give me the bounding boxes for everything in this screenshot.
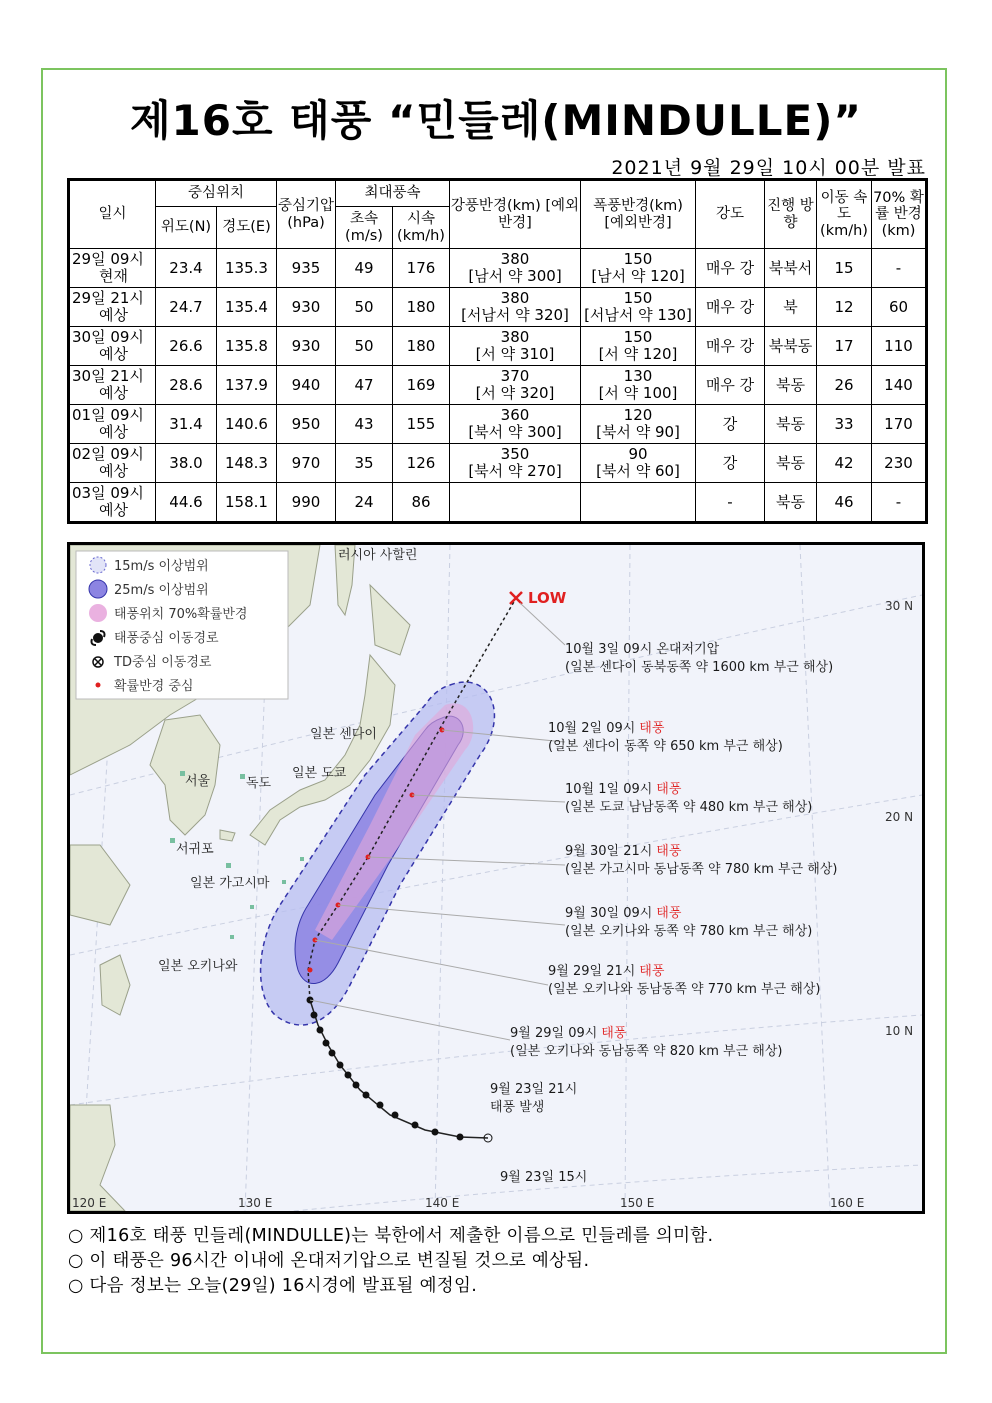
annotation-time-text: 10월 3일 09시 온대저기압 bbox=[565, 642, 720, 657]
cell-strong-radius-line1: 360 bbox=[500, 406, 530, 425]
lon-label-160: 160 E bbox=[830, 1196, 865, 1210]
cell-datetime-line1: 30일 21시 bbox=[72, 367, 144, 386]
cell-pressure bbox=[277, 483, 336, 523]
cell-storm-radius-line1: 150 bbox=[623, 289, 653, 308]
legend-label-25ms: 25m/s 이상범위 bbox=[114, 583, 209, 598]
cell-wind-ms-value: 47 bbox=[354, 375, 374, 394]
genesis-line1: 9월 23일 21시 bbox=[490, 1082, 578, 1097]
header-speed: 이동 속도 (km/h) bbox=[817, 180, 872, 249]
cell-wind-kmh bbox=[393, 249, 450, 288]
cell-storm-radius bbox=[581, 288, 696, 327]
typhoon-symbol-icon bbox=[392, 1112, 399, 1119]
cell-direction-value: 북동 bbox=[776, 453, 805, 472]
cell-storm-radius-line2: [북서 약 60] bbox=[596, 462, 680, 480]
cell-datetime bbox=[69, 483, 156, 523]
lon-label-140: 140 E bbox=[425, 1196, 460, 1210]
annotation-time bbox=[510, 1025, 627, 1041]
start-label: 9월 23일 15시 bbox=[500, 1170, 588, 1185]
typhoon-info-table bbox=[67, 178, 928, 524]
cell-storm-radius-line1: 150 bbox=[623, 250, 653, 269]
annotation-status: 태풍 bbox=[639, 964, 665, 979]
place-seogwipo: 서귀포 bbox=[176, 842, 214, 857]
cell-speed-value: 26 bbox=[834, 375, 854, 394]
annotation-desc: (일본 센다이 동북동쪽 약 1600 km 부근 해상) bbox=[565, 660, 834, 675]
cell-lat bbox=[156, 483, 217, 523]
annotation-desc: (일본 도쿄 남남동쪽 약 480 km 부근 해상) bbox=[565, 800, 813, 815]
cell-datetime-line1: 03일 09시 bbox=[72, 484, 144, 503]
lon-label-150: 150 E bbox=[620, 1196, 655, 1210]
cell-strong-radius-line2: [서 약 310] bbox=[475, 345, 555, 363]
cell-lon bbox=[217, 405, 277, 444]
cell-strong-radius-line2: [북서 약 300] bbox=[468, 423, 562, 441]
low-label: LOW bbox=[528, 589, 567, 607]
page-title: 제16호 태풍 “민들레(MINDULLE)” bbox=[129, 96, 863, 145]
cell-speed-value: 42 bbox=[834, 453, 854, 472]
cell-wind-kmh bbox=[393, 327, 450, 366]
cell-wind-kmh bbox=[393, 444, 450, 483]
cell-pressure-value: 930 bbox=[291, 336, 321, 355]
cell-storm-radius-line2: [남서 약 120] bbox=[591, 267, 685, 285]
cell-wind-ms-value: 50 bbox=[354, 297, 374, 316]
cell-speed bbox=[817, 366, 872, 405]
cell-wind-ms bbox=[336, 288, 393, 327]
typhoon-symbol-icon bbox=[311, 1012, 318, 1019]
table-row bbox=[69, 444, 927, 483]
cell-wind-kmh-value: 86 bbox=[411, 492, 431, 511]
typhoon-symbol-icon bbox=[317, 1027, 324, 1034]
cell-datetime-line1: 29일 21시 bbox=[72, 289, 144, 308]
cell-prob-radius-value: 170 bbox=[884, 414, 913, 433]
cell-pressure-value: 970 bbox=[291, 453, 321, 472]
cell-wind-ms bbox=[336, 327, 393, 366]
annotation-status: 태풍 bbox=[601, 1026, 627, 1041]
typhoon-track-map bbox=[67, 542, 925, 1214]
cell-datetime-line2: 현재 bbox=[99, 267, 128, 285]
cell-intensity-value: 매우 강 bbox=[705, 297, 755, 316]
cell-wind-kmh bbox=[393, 366, 450, 405]
typhoon-symbol-icon bbox=[323, 1040, 330, 1047]
legend-25ms-icon bbox=[89, 580, 107, 598]
cell-strong-radius bbox=[450, 327, 581, 366]
cell-datetime-line2: 예상 bbox=[99, 306, 128, 324]
annotation-status: 태풍 bbox=[656, 782, 682, 797]
cell-storm-radius bbox=[581, 405, 696, 444]
place-tokyo: 일본 도쿄 bbox=[292, 766, 347, 781]
cell-wind-ms-value: 35 bbox=[354, 453, 374, 472]
cell-lon bbox=[217, 249, 277, 288]
cell-datetime-line1: 30일 09시 bbox=[72, 328, 144, 347]
typhoon-symbol-icon bbox=[377, 1102, 384, 1109]
cell-lon-value: 135.3 bbox=[225, 258, 268, 277]
cell-pressure-value: 935 bbox=[291, 258, 321, 277]
annotation-desc: (일본 오키나와 동남동쪽 약 820 km 부근 해상) bbox=[510, 1044, 783, 1059]
map-legend bbox=[76, 551, 288, 699]
cell-wind-kmh bbox=[393, 288, 450, 327]
annotation-status: 태풍 bbox=[656, 844, 682, 859]
typhoon-symbol-icon bbox=[432, 1129, 439, 1136]
table-row bbox=[69, 405, 927, 444]
cell-wind-kmh bbox=[393, 483, 450, 523]
cell-lat-value: 28.6 bbox=[169, 375, 203, 394]
cell-storm-radius-line1: 130 bbox=[623, 367, 653, 386]
table-row bbox=[69, 327, 927, 366]
cell-direction-value: 북 bbox=[783, 297, 798, 316]
cell-speed bbox=[817, 444, 872, 483]
cell-datetime bbox=[69, 405, 156, 444]
note-2: ○ 이 태풍은 96시간 이내에 온대저기압으로 변질될 것으로 예상됨. bbox=[68, 1251, 590, 1271]
cell-intensity bbox=[696, 327, 765, 366]
place-sakhalin: 러시아 사할린 bbox=[338, 548, 418, 563]
cell-wind-ms bbox=[336, 366, 393, 405]
cell-speed-value: 33 bbox=[834, 414, 854, 433]
cell-pressure bbox=[277, 249, 336, 288]
cell-datetime-line2: 예상 bbox=[99, 423, 128, 441]
annotation-desc: (일본 오키나와 동쪽 약 780 km 부근 해상) bbox=[565, 924, 813, 939]
cell-lon bbox=[217, 444, 277, 483]
cell-datetime bbox=[69, 327, 156, 366]
cell-wind-kmh-value: 126 bbox=[406, 453, 436, 472]
legend-prob-icon bbox=[89, 604, 107, 622]
cell-direction bbox=[765, 366, 817, 405]
cell-datetime bbox=[69, 366, 156, 405]
lat-label-10: 10 N bbox=[885, 1024, 914, 1038]
cell-prob-radius-value: 110 bbox=[884, 336, 913, 355]
cell-direction-value: 북북동 bbox=[768, 336, 813, 355]
cell-lon bbox=[217, 327, 277, 366]
cell-storm-radius-line1: 150 bbox=[623, 328, 653, 347]
header-strong-radius: 강풍반경(km) [예외반경] bbox=[450, 180, 581, 249]
low-marker bbox=[510, 589, 567, 607]
cell-intensity bbox=[696, 366, 765, 405]
legend-15ms-icon bbox=[90, 557, 106, 573]
annotation-time bbox=[565, 905, 682, 921]
cell-wind-ms-value: 43 bbox=[354, 414, 374, 433]
cell-prob-radius bbox=[872, 444, 927, 483]
cell-strong-radius bbox=[450, 405, 581, 444]
cell-lat-value: 23.4 bbox=[169, 258, 203, 277]
cell-storm-radius bbox=[581, 249, 696, 288]
cell-direction-value: 북동 bbox=[776, 492, 805, 511]
annotation-time bbox=[548, 963, 665, 979]
cell-speed bbox=[817, 405, 872, 444]
annotation-time-text: 9월 30일 21시 bbox=[565, 844, 653, 859]
cell-direction bbox=[765, 444, 817, 483]
cell-speed-value: 15 bbox=[834, 258, 854, 277]
cell-prob-radius-value: 60 bbox=[888, 297, 909, 316]
cell-storm-radius-line1: 120 bbox=[623, 406, 653, 425]
cell-strong-radius bbox=[450, 288, 581, 327]
cell-direction bbox=[765, 327, 817, 366]
cell-wind-kmh bbox=[393, 405, 450, 444]
cell-lat bbox=[156, 366, 217, 405]
cell-lon-value: 148.3 bbox=[225, 453, 268, 472]
cell-storm-radius-line2: [북서 약 90] bbox=[596, 423, 680, 441]
header-storm-radius: 폭풍반경(km) [예외반경] bbox=[581, 180, 696, 249]
cell-storm-radius-line2: [서 약 100] bbox=[598, 384, 678, 402]
cell-storm-radius-line2: [서남서 약 130] bbox=[584, 306, 692, 324]
cell-direction-value: 북북서 bbox=[768, 258, 813, 277]
typhoon-symbol-icon bbox=[345, 1072, 352, 1079]
cell-lat bbox=[156, 288, 217, 327]
cell-lat-value: 38.0 bbox=[169, 453, 203, 472]
annotation-time bbox=[565, 843, 682, 859]
cell-wind-ms-value: 24 bbox=[354, 492, 374, 511]
annotation-time-text: 9월 29일 09시 bbox=[510, 1026, 598, 1041]
cell-lon-value: 135.8 bbox=[225, 336, 268, 355]
cell-strong-radius-line1: 380 bbox=[500, 328, 530, 347]
cell-wind-ms bbox=[336, 249, 393, 288]
cell-intensity-value: 매우 강 bbox=[705, 336, 755, 355]
cell-storm-radius-line1: 90 bbox=[628, 445, 648, 464]
place-okinawa: 일본 오키나와 bbox=[158, 959, 238, 974]
cell-speed-value: 12 bbox=[834, 297, 854, 316]
cell-direction-value: 북동 bbox=[776, 375, 805, 394]
header-lon: 경도(E) bbox=[217, 207, 277, 249]
cell-wind-kmh-value: 180 bbox=[406, 297, 436, 316]
cell-intensity bbox=[696, 288, 765, 327]
lon-label-120: 120 E bbox=[72, 1196, 107, 1210]
annotation-time bbox=[565, 781, 682, 797]
annotation-time-text: 9월 30일 09시 bbox=[565, 906, 653, 921]
cell-wind-ms bbox=[336, 483, 393, 523]
cell-direction-value: 북동 bbox=[776, 414, 805, 433]
table-row bbox=[69, 288, 927, 327]
header-direction: 진행 방향 bbox=[765, 180, 817, 249]
cell-strong-radius-line2: [서 약 320] bbox=[475, 384, 555, 402]
cell-intensity-value: 강 bbox=[722, 414, 738, 433]
cell-pressure-value: 940 bbox=[291, 375, 321, 394]
cell-prob-radius bbox=[872, 405, 927, 444]
cell-direction bbox=[765, 483, 817, 523]
cell-strong-radius-line1: 350 bbox=[500, 445, 530, 464]
cell-lat bbox=[156, 405, 217, 444]
cell-datetime-line1: 29일 09시 bbox=[72, 250, 144, 269]
legend-label-prob: 태풍위치 70%확률반경 bbox=[114, 607, 248, 622]
cell-wind-kmh-value: 169 bbox=[406, 375, 436, 394]
cell-direction bbox=[765, 288, 817, 327]
legend-red-dot-icon bbox=[96, 683, 101, 688]
header-intensity: 강도 bbox=[696, 180, 765, 249]
header-wind-ms: 초속 (m/s) bbox=[336, 207, 393, 249]
cell-lat bbox=[156, 444, 217, 483]
cell-datetime bbox=[69, 444, 156, 483]
typhoon-symbol-icon bbox=[353, 1082, 360, 1089]
annotation-desc: (일본 오키나와 동남동쪽 약 770 km 부근 해상) bbox=[548, 982, 821, 997]
forecast-center-dot bbox=[308, 968, 313, 973]
cell-datetime bbox=[69, 288, 156, 327]
cell-storm-radius bbox=[581, 366, 696, 405]
place-sendai: 일본 센다이 bbox=[310, 727, 377, 742]
cell-datetime-line2: 예상 bbox=[99, 384, 128, 402]
typhoon-symbol-icon bbox=[457, 1134, 464, 1141]
annotation-time-text: 10월 1일 09시 bbox=[565, 782, 653, 797]
cell-pressure bbox=[277, 444, 336, 483]
cell-prob-radius bbox=[872, 483, 927, 523]
lat-label-20: 20 N bbox=[885, 810, 914, 824]
cell-datetime-line1: 02일 09시 bbox=[72, 445, 144, 464]
cell-speed bbox=[817, 288, 872, 327]
cell-strong-radius-line2: [남서 약 300] bbox=[468, 267, 562, 285]
typhoon-symbol-icon bbox=[363, 1092, 370, 1099]
cell-speed bbox=[817, 483, 872, 523]
cell-lat-value: 44.6 bbox=[169, 492, 203, 511]
cell-storm-radius bbox=[581, 327, 696, 366]
annotation-status: 태풍 bbox=[656, 906, 682, 921]
annotation-time bbox=[565, 641, 720, 657]
typhoon-symbol-icon bbox=[329, 1050, 336, 1057]
cell-prob-radius bbox=[872, 249, 927, 288]
cell-prob-radius bbox=[872, 288, 927, 327]
cell-prob-radius-value: 230 bbox=[884, 453, 913, 472]
cell-lat bbox=[156, 249, 217, 288]
cell-intensity-value: - bbox=[727, 492, 733, 511]
annotation-desc: (일본 가고시마 동남동쪽 약 780 km 부근 해상) bbox=[565, 862, 838, 877]
cell-pressure-value: 990 bbox=[291, 492, 321, 511]
cell-prob-radius bbox=[872, 366, 927, 405]
annotation-time-text: 10월 2일 09시 bbox=[548, 721, 636, 736]
cell-wind-ms bbox=[336, 444, 393, 483]
note-1: ○ 제16호 태풍 민들레(MINDULLE)는 북한에서 제출한 이름으로 민들레를 의미함. bbox=[68, 1226, 714, 1246]
cell-prob-radius bbox=[872, 327, 927, 366]
cell-strong-radius bbox=[450, 249, 581, 288]
annotation-time-text: 9월 29일 21시 bbox=[548, 964, 636, 979]
cell-intensity bbox=[696, 444, 765, 483]
cell-wind-ms-value: 50 bbox=[354, 336, 374, 355]
cell-prob-radius-value: - bbox=[895, 258, 902, 277]
cell-lon-value: 135.4 bbox=[225, 297, 268, 316]
annotation-desc: (일본 센다이 동쪽 약 650 km 부근 해상) bbox=[548, 739, 783, 754]
place-dokdo: 독도 bbox=[246, 776, 272, 791]
cell-pressure-value: 930 bbox=[291, 297, 321, 316]
cell-intensity-value: 매우 강 bbox=[705, 258, 755, 277]
cell-storm-radius bbox=[581, 483, 696, 523]
cell-speed-value: 46 bbox=[834, 492, 854, 511]
notes bbox=[68, 1224, 713, 1299]
cell-strong-radius bbox=[450, 444, 581, 483]
cell-direction bbox=[765, 405, 817, 444]
cell-lat bbox=[156, 327, 217, 366]
place-seoul: 서울 bbox=[185, 774, 211, 789]
cell-lon-value: 137.9 bbox=[225, 375, 268, 394]
cell-strong-radius bbox=[450, 483, 581, 523]
cell-lon bbox=[217, 483, 277, 523]
header-wind-kmh: 시속 (km/h) bbox=[393, 207, 450, 249]
cell-intensity bbox=[696, 483, 765, 523]
genesis-line2: 태풍 발생 bbox=[490, 1100, 545, 1115]
cell-datetime-line2: 예상 bbox=[99, 462, 128, 480]
cell-direction bbox=[765, 249, 817, 288]
annotation-time bbox=[548, 720, 665, 736]
cell-strong-radius bbox=[450, 366, 581, 405]
header-max-wind: 최대풍속 bbox=[336, 180, 450, 207]
cell-lat-value: 26.6 bbox=[169, 336, 203, 355]
header-prob-radius: 70% 확률 반경 (km) bbox=[872, 180, 927, 249]
header-datetime: 일시 bbox=[69, 180, 156, 249]
note-3: ○ 다음 정보는 오늘(29일) 16시경에 발표될 예정임. bbox=[68, 1276, 478, 1296]
cell-intensity bbox=[696, 405, 765, 444]
legend-label-center: 확률반경 중심 bbox=[114, 679, 194, 694]
table-row bbox=[69, 483, 927, 523]
lat-label-30: 30 N bbox=[885, 599, 914, 613]
cell-pressure-value: 950 bbox=[291, 414, 321, 433]
cell-intensity-value: 매우 강 bbox=[705, 375, 755, 394]
cell-prob-radius-value: - bbox=[895, 492, 902, 511]
cell-datetime-line2: 예상 bbox=[99, 345, 128, 363]
cell-wind-kmh-value: 180 bbox=[406, 336, 436, 355]
cell-pressure bbox=[277, 405, 336, 444]
cell-speed bbox=[817, 327, 872, 366]
header-pressure: 중심기압 (hPa) bbox=[277, 180, 336, 249]
legend-label-td: TD중심 이동경로 bbox=[114, 655, 212, 670]
cell-intensity bbox=[696, 249, 765, 288]
forecast-annotations bbox=[510, 641, 837, 1059]
cell-strong-radius-line1: 370 bbox=[500, 367, 530, 386]
cell-pressure bbox=[277, 327, 336, 366]
cell-lat-value: 24.7 bbox=[169, 297, 203, 316]
cell-pressure bbox=[277, 366, 336, 405]
cell-wind-kmh-value: 155 bbox=[406, 414, 436, 433]
cell-speed bbox=[817, 249, 872, 288]
cell-strong-radius-line1: 380 bbox=[500, 250, 530, 269]
table-row bbox=[69, 249, 927, 288]
cell-datetime-line2: 예상 bbox=[99, 501, 128, 519]
lon-label-130: 130 E bbox=[238, 1196, 273, 1210]
cell-intensity-value: 강 bbox=[722, 453, 738, 472]
annotation-status: 태풍 bbox=[639, 721, 665, 736]
legend-label-15ms: 15m/s 이상범위 bbox=[114, 559, 209, 574]
cell-lon-value: 140.6 bbox=[225, 414, 268, 433]
cell-speed-value: 17 bbox=[834, 336, 854, 355]
table-row bbox=[69, 366, 927, 405]
cell-storm-radius-line2: [서 약 120] bbox=[598, 345, 678, 363]
header-center-position: 중심위치 bbox=[156, 180, 277, 207]
cell-datetime-line1: 01일 09시 bbox=[72, 406, 144, 425]
place-kagoshima: 일본 가고시마 bbox=[190, 876, 270, 891]
legend-label-track: 태풍중심 이동경로 bbox=[114, 631, 219, 646]
cell-prob-radius-value: 140 bbox=[884, 375, 913, 394]
cell-lat-value: 31.4 bbox=[169, 414, 203, 433]
cell-wind-kmh-value: 176 bbox=[406, 258, 436, 277]
cell-strong-radius-line2: [서남서 약 320] bbox=[461, 306, 569, 324]
issue-time: 2021년 9월 29일 10시 00분 발표 bbox=[611, 157, 926, 179]
header-lat: 위도(N) bbox=[156, 207, 217, 249]
cell-lon bbox=[217, 366, 277, 405]
past-track bbox=[310, 1000, 488, 1138]
cell-storm-radius bbox=[581, 444, 696, 483]
typhoon-symbol-icon bbox=[337, 1062, 344, 1069]
cell-wind-ms bbox=[336, 405, 393, 444]
cell-pressure bbox=[277, 288, 336, 327]
typhoon-symbol-icon bbox=[412, 1122, 419, 1129]
cell-wind-ms-value: 49 bbox=[354, 258, 374, 277]
cell-strong-radius-line2: [북서 약 270] bbox=[468, 462, 562, 480]
cell-lon-value: 158.1 bbox=[225, 492, 268, 511]
cell-datetime bbox=[69, 249, 156, 288]
cell-lon bbox=[217, 288, 277, 327]
cell-strong-radius-line1: 380 bbox=[500, 289, 530, 308]
